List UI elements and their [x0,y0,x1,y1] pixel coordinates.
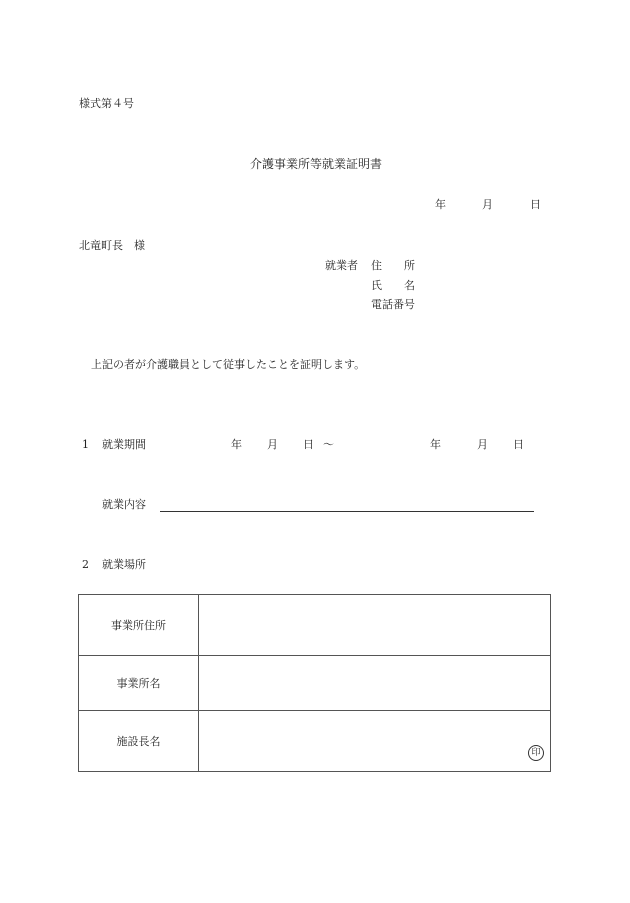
issue-date-day: 日 [530,198,541,211]
period-to-month: 月 [477,438,488,451]
worker-label: 就業者 [325,259,358,272]
issue-date-month: 月 [482,198,493,211]
workplace-table [78,594,551,772]
worker-address-label: 住 所 [371,259,415,272]
worker-phone-label: 電話番号 [371,298,415,311]
content-label: 就業内容 [102,498,146,511]
addressee: 北竜町長 様 [79,239,145,252]
director-name-field [199,711,551,772]
office-address-field [199,595,551,656]
form-number: 様式第４号 [79,97,134,110]
issue-date-year: 年 [435,198,446,211]
office-name-field [199,656,551,711]
period-label: 就業期間 [102,438,146,451]
section2-number: 2 [82,558,89,571]
office-address-label: 事業所住所 [79,595,199,656]
table-row [79,711,551,772]
period-from-month: 月 [267,438,278,451]
section1-number: 1 [82,438,89,451]
period-to-day: 日 [513,438,524,451]
certification-statement: 上記の者が介護職員として従事したことを証明します。 [91,358,366,371]
director-name-label: 施設長名 [79,711,199,772]
worker-name-label: 氏 名 [371,279,415,292]
content-underline [160,511,534,512]
table-row [79,595,551,656]
seal-mark-icon: 印 [528,745,544,761]
place-label: 就業場所 [102,558,146,571]
office-name-label: 事業所名 [79,656,199,711]
period-from-day: 日 [303,438,314,451]
document-title: 介護事業所等就業証明書 [250,157,383,171]
period-tilde: ～ [323,438,334,451]
period-from-year: 年 [231,438,242,451]
period-to-year: 年 [430,438,441,451]
table-row [79,656,551,711]
